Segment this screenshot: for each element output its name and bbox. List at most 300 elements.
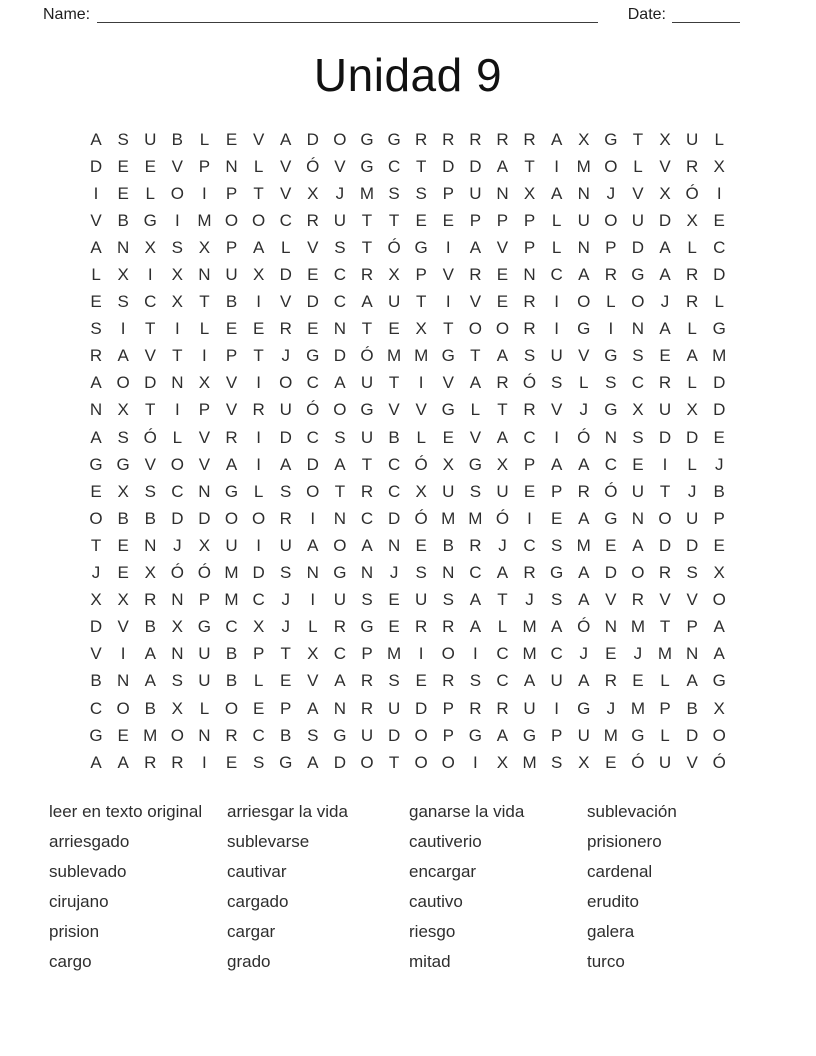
grid-cell: A xyxy=(496,725,509,745)
grid-cell: N xyxy=(333,508,347,528)
grid-cell: B xyxy=(171,129,183,149)
grid-cell: B xyxy=(90,671,102,691)
grid-cell: Ó xyxy=(197,563,212,583)
grid-cell: R xyxy=(685,265,699,285)
grid-cell: U xyxy=(360,373,374,393)
grid-cell: X xyxy=(415,319,427,339)
grid-cell: L xyxy=(633,156,643,176)
grid-cell: S xyxy=(90,319,102,339)
grid-cell: U xyxy=(279,400,292,420)
grid-cell: E xyxy=(117,725,129,745)
grid-cell: O xyxy=(306,481,320,501)
grid-cell: R xyxy=(415,617,428,637)
grid-cell: D xyxy=(604,563,617,583)
grid-cell: D xyxy=(198,508,211,528)
grid-cell: E xyxy=(144,156,156,176)
grid-cell: T xyxy=(470,346,481,366)
grid-cell: C xyxy=(279,210,292,230)
word-item: cirujano xyxy=(49,892,109,912)
grid-cell: C xyxy=(333,265,347,285)
date-blank-line[interactable] xyxy=(672,6,740,23)
grid-cell: A xyxy=(469,373,482,393)
grid-cell: C xyxy=(306,427,319,447)
grid-cell: I xyxy=(174,319,180,339)
name-label: Name: xyxy=(43,6,91,24)
grid-cell: I xyxy=(608,319,614,339)
grid-cell: T xyxy=(199,292,210,312)
grid-cell: A xyxy=(361,535,373,555)
grid-cell: A xyxy=(469,237,482,257)
grid-cell: T xyxy=(145,400,156,420)
grid-cell: X xyxy=(307,644,319,664)
word-item: grado xyxy=(227,952,271,972)
name-blank-line[interactable] xyxy=(97,6,598,23)
grid-cell: A xyxy=(361,292,373,312)
grid-cell: E xyxy=(605,644,617,664)
grid-cell: O xyxy=(251,508,266,528)
grid-cell: I xyxy=(554,698,559,718)
grid-cell: C xyxy=(713,237,726,257)
grid-cell: X xyxy=(659,183,671,203)
grid-cell: I xyxy=(418,373,424,393)
grid-cell: D xyxy=(631,237,645,257)
grid-cell: A xyxy=(90,427,102,447)
grid-cell: Ó xyxy=(387,237,401,257)
grid-cell: A xyxy=(550,617,563,637)
grid-cell: R xyxy=(523,563,536,583)
grid-cell: G xyxy=(306,346,320,366)
grid-cell: E xyxy=(388,319,400,339)
grid-cell: E xyxy=(225,319,238,339)
word-item: cargado xyxy=(227,892,289,912)
grid-cell: Ó xyxy=(522,373,537,393)
grid-cell: N xyxy=(225,156,238,176)
grid-cell: V xyxy=(117,617,129,637)
grid-cell: D xyxy=(713,400,726,420)
grid-cell: G xyxy=(414,237,428,257)
grid-cell: N xyxy=(306,563,319,583)
grid-cell: U xyxy=(496,481,509,501)
grid-cell: E xyxy=(415,210,427,230)
grid-cell: M xyxy=(224,563,239,583)
grid-cell: G xyxy=(468,725,482,745)
grid-cell: I xyxy=(310,590,316,610)
grid-cell: S xyxy=(469,671,482,691)
grid-cell: M xyxy=(522,752,537,772)
grid-cell: C xyxy=(631,373,645,393)
grid-cell: V xyxy=(415,400,427,420)
grid-cell: D xyxy=(144,373,157,393)
grid-cell: R xyxy=(279,319,292,339)
grid-cell: R xyxy=(89,346,103,366)
grid-cell: A xyxy=(117,346,129,366)
grid-cell: V xyxy=(578,346,590,366)
grid-cell: X xyxy=(713,156,725,176)
grid-cell: M xyxy=(712,346,727,366)
grid-cell: E xyxy=(307,319,319,339)
grid-cell: G xyxy=(550,563,564,583)
grid-cell: T xyxy=(524,156,535,176)
grid-cell: G xyxy=(604,346,618,366)
grid-cell: N xyxy=(685,644,699,664)
grid-cell: P xyxy=(198,590,211,610)
grid-cell: S xyxy=(361,590,373,610)
grid-cell: R xyxy=(144,752,157,772)
grid-cell: J xyxy=(660,292,670,312)
grid-cell: X xyxy=(578,752,590,772)
grid-cell: T xyxy=(388,210,400,230)
grid-cell: O xyxy=(712,725,726,745)
grid-cell: G xyxy=(577,698,591,718)
grid-cell: R xyxy=(252,400,265,420)
grid-cell: A xyxy=(334,373,346,393)
grid-cell: G xyxy=(468,454,482,474)
grid-cell: Ó xyxy=(414,454,428,474)
grid-cell: I xyxy=(147,265,153,285)
grid-cell: D xyxy=(713,265,726,285)
grid-cell: Ó xyxy=(414,508,428,528)
grid-cell: O xyxy=(333,400,347,420)
grid-cell: P xyxy=(225,237,238,257)
grid-cell: S xyxy=(307,725,319,745)
grid-cell: J xyxy=(173,535,182,555)
grid-cell: S xyxy=(686,563,698,583)
grid-cell: G xyxy=(577,319,591,339)
grid-cell: D xyxy=(685,427,699,447)
grid-cell: U xyxy=(360,427,374,447)
grid-cell: X xyxy=(252,617,265,637)
grid-cell: T xyxy=(659,481,671,501)
grid-cell: A xyxy=(469,590,482,610)
grid-cell: D xyxy=(685,535,699,555)
grid-cell: U xyxy=(631,481,645,501)
grid-cell: V xyxy=(198,454,211,474)
grid-cell: Ó xyxy=(170,563,184,583)
grid-cell: A xyxy=(469,617,482,637)
grid-cell: I xyxy=(472,752,478,772)
grid-cell: O xyxy=(116,373,130,393)
grid-cell: U xyxy=(550,346,563,366)
grid-cell: B xyxy=(225,292,238,312)
grid-cell: R xyxy=(658,563,672,583)
grid-cell: N xyxy=(577,183,590,203)
grid-cell: T xyxy=(172,346,183,366)
grid-cell: P xyxy=(550,725,563,745)
grid-cell: E xyxy=(713,210,725,230)
grid-cell: A xyxy=(252,237,265,257)
grid-cell: D xyxy=(658,535,672,555)
grid-cell: R xyxy=(469,535,482,555)
grid-cell: L xyxy=(714,292,724,312)
word-item: arriesgar la vida xyxy=(227,802,348,822)
grid-cell: L xyxy=(687,454,697,474)
grid-cell: R xyxy=(279,508,292,528)
grid-cell: C xyxy=(550,644,563,664)
grid-cell: E xyxy=(415,535,427,555)
word-item: cardenal xyxy=(587,862,653,882)
grid-cell: M xyxy=(468,508,483,528)
grid-cell: O xyxy=(414,725,428,745)
grid-cell: C xyxy=(496,644,509,664)
grid-cell: D xyxy=(279,265,292,285)
grid-cell: C xyxy=(333,292,347,312)
grid-cell: V xyxy=(496,237,509,257)
grid-cell: S xyxy=(144,481,156,501)
grid-cell: V xyxy=(550,400,563,420)
grid-cell: V xyxy=(307,671,319,691)
grid-cell: X xyxy=(171,265,183,285)
grid-cell: U xyxy=(577,725,590,745)
grid-cell: X xyxy=(307,183,319,203)
page-title: Unidad 9 xyxy=(313,49,503,101)
grid-cell: I xyxy=(174,400,180,420)
grid-cell: X xyxy=(171,292,183,312)
grid-cell: L xyxy=(253,481,264,501)
grid-cell: U xyxy=(523,698,536,718)
grid-cell: G xyxy=(116,454,130,474)
grid-cell: O xyxy=(577,292,591,312)
word-list xyxy=(49,797,816,977)
grid-cell: R xyxy=(604,671,617,691)
grid-cell: D xyxy=(333,346,347,366)
grid-cell: O xyxy=(441,644,455,664)
grid-cell: R xyxy=(171,752,184,772)
grid-cell: G xyxy=(360,400,374,420)
grid-cell: I xyxy=(716,183,722,203)
grid-cell: E xyxy=(388,590,400,610)
grid-cell: R xyxy=(442,671,455,691)
grid-cell: L xyxy=(551,237,562,257)
grid-cell: O xyxy=(333,535,347,555)
grid-cell: D xyxy=(685,725,699,745)
grid-cell: Ó xyxy=(577,617,591,637)
grid-cell: U xyxy=(225,535,238,555)
grid-cell: V xyxy=(442,373,454,393)
grid-cell: I xyxy=(202,183,207,203)
grid-cell: N xyxy=(144,535,157,555)
grid-cell: A xyxy=(686,346,698,366)
grid-cell: P xyxy=(496,210,509,230)
grid-cell: U xyxy=(225,265,238,285)
grid-cell: O xyxy=(604,210,618,230)
grid-cell: G xyxy=(712,319,726,339)
grid-cell: U xyxy=(577,210,590,230)
grid-cell: V xyxy=(469,427,482,447)
grid-cell: E xyxy=(659,346,671,366)
grid-cell: P xyxy=(442,698,454,718)
grid-cell: U xyxy=(198,644,211,664)
grid-cell: N xyxy=(631,508,645,528)
grid-cell: S xyxy=(632,427,644,447)
grid-cell: G xyxy=(89,454,103,474)
grid-cell: C xyxy=(387,156,401,176)
grid-cell: N xyxy=(333,319,347,339)
grid-cell: O xyxy=(333,129,347,149)
grid-cell: G xyxy=(89,725,103,745)
grid-cell: T xyxy=(415,156,427,176)
grid-cell: O xyxy=(89,508,103,528)
grid-cell: V xyxy=(90,644,102,664)
grid-cell: O xyxy=(170,725,184,745)
grid-cell: X xyxy=(198,535,211,555)
grid-cell: N xyxy=(198,265,211,285)
grid-cell: X xyxy=(686,210,698,230)
grid-cell: M xyxy=(576,156,591,176)
grid-cell: B xyxy=(225,671,238,691)
grid-cell: Ó xyxy=(143,427,157,447)
grid-cell: B xyxy=(442,535,454,555)
grid-cell: R xyxy=(685,292,699,312)
grid-cell: O xyxy=(441,752,455,772)
grid-cell: A xyxy=(307,535,319,555)
grid-cell: S xyxy=(171,671,183,691)
grid-cell: V xyxy=(632,183,644,203)
grid-cell: B xyxy=(225,644,238,664)
grid-cell: M xyxy=(603,725,618,745)
grid-cell: A xyxy=(496,427,509,447)
grid-cell: Ó xyxy=(712,752,726,772)
grid-cell: T xyxy=(497,400,508,420)
grid-cell: N xyxy=(387,535,401,555)
grid-cell: E xyxy=(280,671,292,691)
grid-cell: Ó xyxy=(306,400,320,420)
grid-cell: I xyxy=(202,752,207,772)
grid-cell: E xyxy=(605,752,617,772)
grid-cell: V xyxy=(225,373,238,393)
grid-cell: E xyxy=(90,481,102,501)
grid-cell: R xyxy=(523,319,536,339)
grid-cell: R xyxy=(225,427,238,447)
grid-cell: S xyxy=(171,237,183,257)
grid-cell: M xyxy=(522,617,537,637)
grid-cell: S xyxy=(442,590,454,610)
grid-cell: A xyxy=(686,671,698,691)
word-item: cautiverio xyxy=(409,832,482,852)
grid-cell: P xyxy=(415,265,427,285)
grid-cell: G xyxy=(441,346,455,366)
grid-cell: X xyxy=(442,454,454,474)
grid-cell: U xyxy=(360,725,374,745)
grid-cell: O xyxy=(279,373,293,393)
grid-cell: I xyxy=(120,319,126,339)
grid-cell: A xyxy=(307,752,319,772)
word-item: sublevado xyxy=(49,862,127,882)
grid-cell: L xyxy=(253,671,264,691)
grid-cell: U xyxy=(387,292,401,312)
grid-cell: O xyxy=(631,563,645,583)
grid-cell: N xyxy=(577,237,590,257)
grid-cell: I xyxy=(445,292,451,312)
grid-cell: N xyxy=(198,725,211,745)
grid-cell: M xyxy=(386,644,402,664)
grid-cell: N xyxy=(523,265,536,285)
grid-cell: J xyxy=(579,644,588,664)
grid-cell: A xyxy=(280,129,292,149)
grid-cell: L xyxy=(172,427,183,447)
grid-cell: D xyxy=(306,454,319,474)
grid-cell: E xyxy=(496,265,509,285)
grid-cell: D xyxy=(333,752,347,772)
word-item: cargo xyxy=(49,952,92,972)
grid-cell: B xyxy=(117,508,129,528)
grid-cell: L xyxy=(91,265,101,285)
grid-cell: X xyxy=(496,752,509,772)
grid-cell: E xyxy=(225,752,238,772)
grid-cell: J xyxy=(335,183,345,203)
grid-cell: T xyxy=(388,373,400,393)
grid-cell: E xyxy=(415,671,427,691)
grid-cell: L xyxy=(687,237,697,257)
word-item: cautivo xyxy=(409,892,463,912)
grid-cell: N xyxy=(89,400,103,420)
grid-cell: O xyxy=(360,752,374,772)
grid-cell: I xyxy=(93,183,99,203)
grid-cell: S xyxy=(388,671,400,691)
grid-cell: C xyxy=(333,644,347,664)
grid-cell: C xyxy=(496,671,509,691)
grid-cell: C xyxy=(523,535,536,555)
grid-cell: U xyxy=(442,481,455,501)
grid-cell: L xyxy=(606,292,616,312)
grid-cell: L xyxy=(551,210,562,230)
grid-cell: S xyxy=(415,183,427,203)
word-column xyxy=(587,797,816,977)
grid-cell: Ó xyxy=(631,752,645,772)
grid-cell: I xyxy=(202,346,207,366)
grid-cell: D xyxy=(713,373,726,393)
grid-cell: X xyxy=(252,265,265,285)
grid-cell: P xyxy=(523,237,536,257)
grid-cell: S xyxy=(632,346,644,366)
grid-cell: X xyxy=(90,590,102,610)
grid-cell: S xyxy=(117,427,129,447)
grid-cell: T xyxy=(443,319,454,339)
grid-cell: N xyxy=(171,373,184,393)
grid-cell: A xyxy=(550,129,563,149)
grid-cell: D xyxy=(89,617,103,637)
grid-cell: P xyxy=(442,725,454,745)
grid-cell: S xyxy=(117,292,129,312)
grid-cell: A xyxy=(225,454,238,474)
grid-cell: C xyxy=(387,454,401,474)
grid-cell: X xyxy=(117,400,129,420)
grid-cell: A xyxy=(90,373,102,393)
grid-cell: N xyxy=(198,481,211,501)
grid-cell: A xyxy=(144,644,156,664)
grid-cell: J xyxy=(606,183,616,203)
grid-cell: C xyxy=(469,563,482,583)
grid-cell: L xyxy=(470,400,481,420)
grid-cell: I xyxy=(662,454,668,474)
grid-cell: V xyxy=(686,590,698,610)
grid-cell: X xyxy=(686,400,698,420)
grid-cell: O xyxy=(414,752,428,772)
grid-cell: O xyxy=(631,292,645,312)
grid-cell: S xyxy=(252,752,265,772)
grid-cell: A xyxy=(659,265,671,285)
grid-cell: X xyxy=(117,265,129,285)
grid-cell: T xyxy=(253,183,264,203)
grid-cell: S xyxy=(415,563,427,583)
grid-cell: C xyxy=(252,590,265,610)
grid-cell: J xyxy=(389,563,399,583)
grid-cell: O xyxy=(170,183,184,203)
grid-cell: E xyxy=(713,535,725,555)
grid-cell: O xyxy=(495,319,510,339)
grid-cell: A xyxy=(90,752,102,772)
grid-cell: S xyxy=(280,563,292,583)
grid-cell: E xyxy=(442,210,454,230)
